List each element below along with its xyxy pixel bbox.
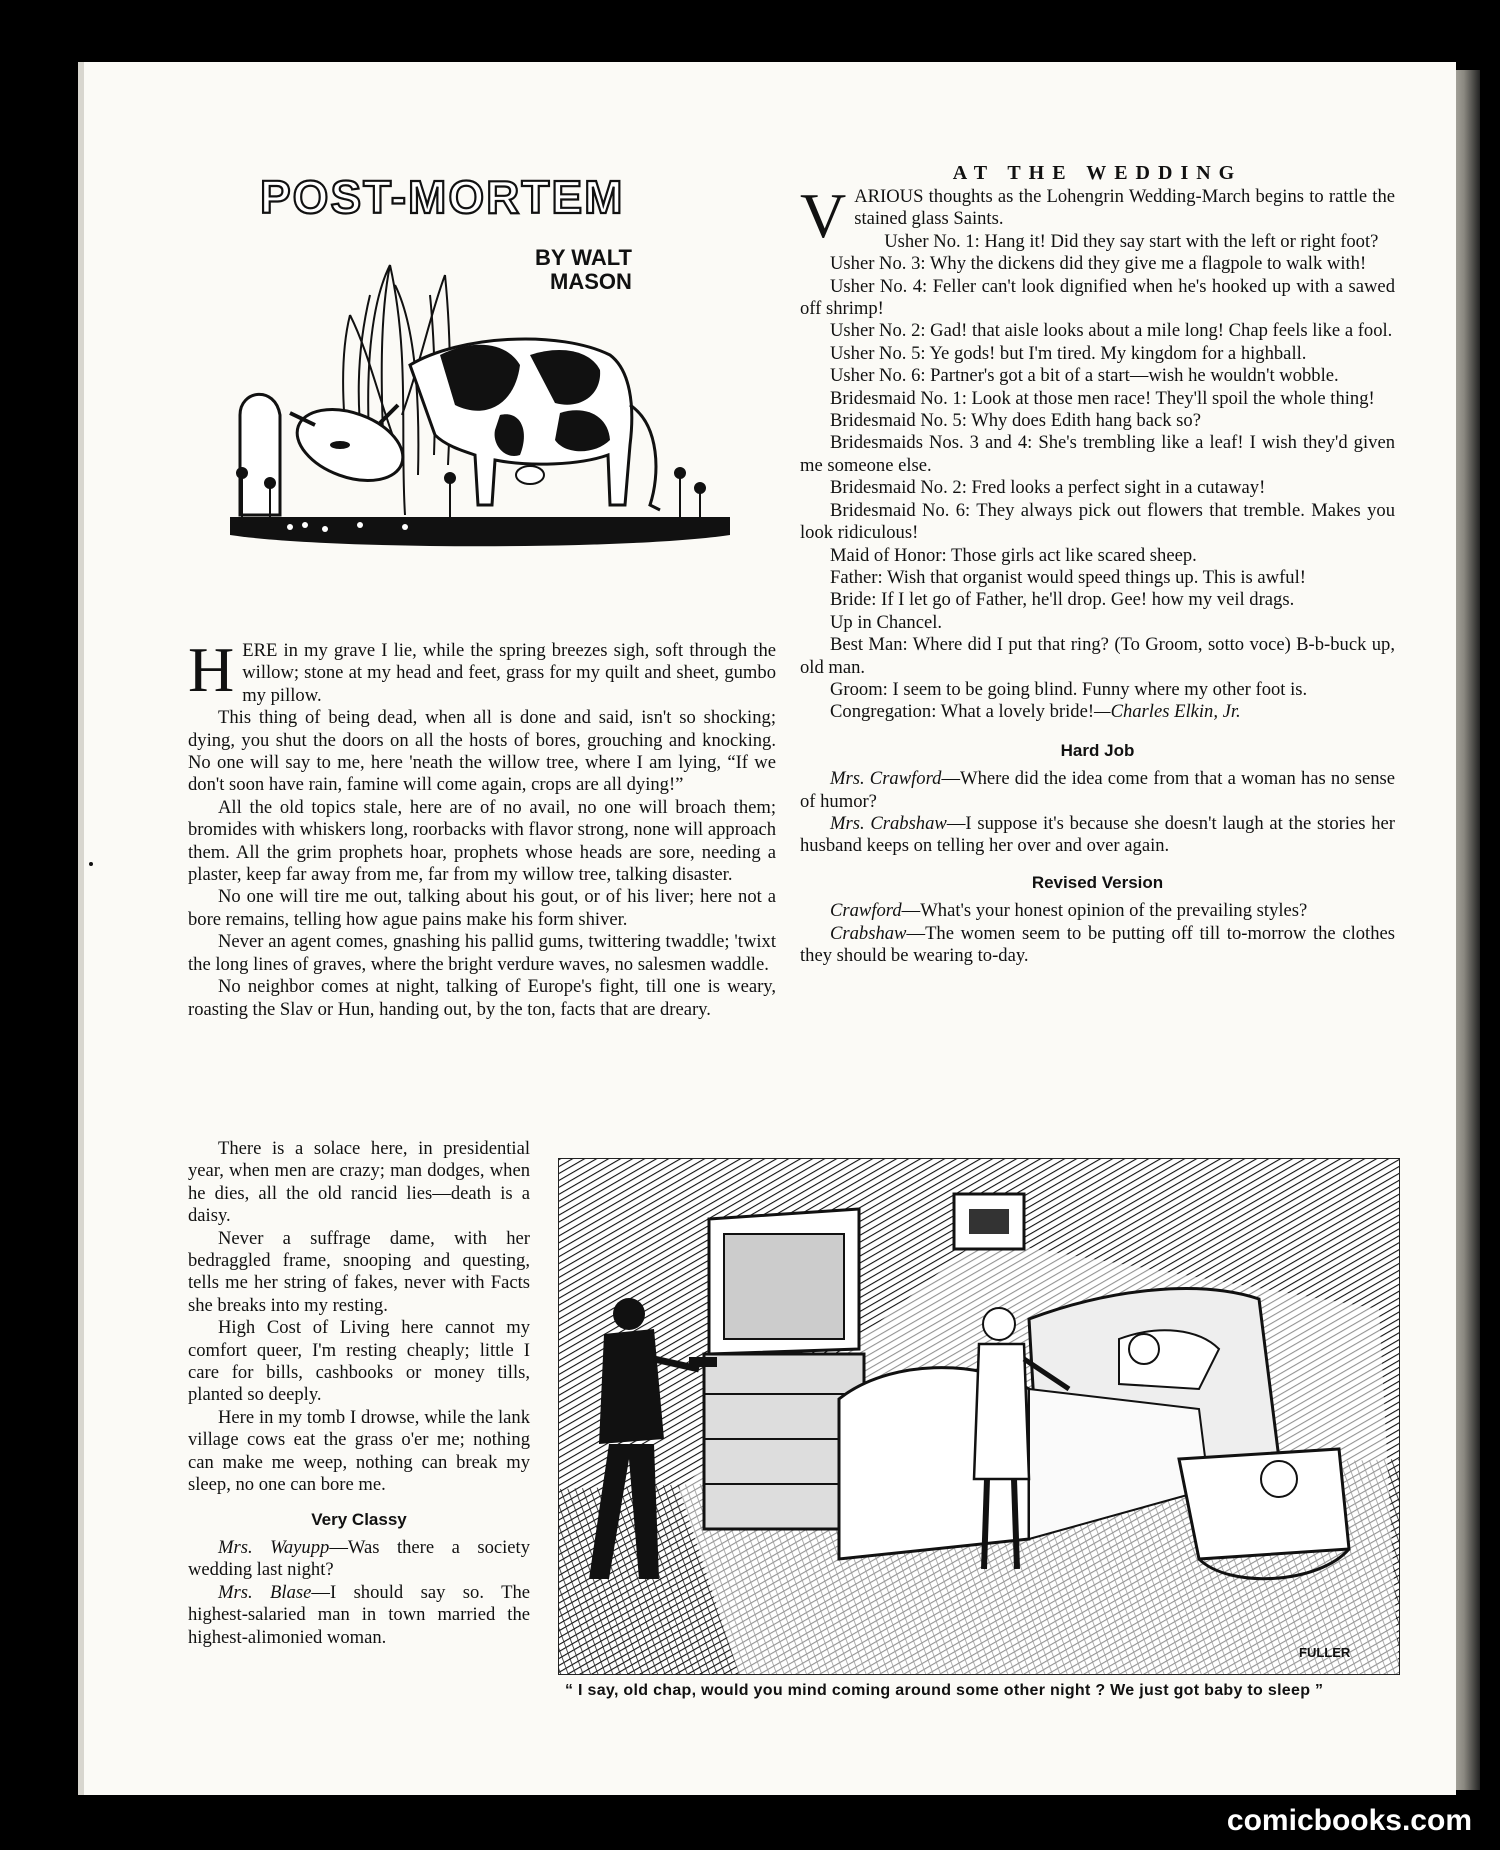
ink-dot: [89, 862, 93, 866]
poem-dropcap: H: [188, 634, 235, 705]
cartoon-drawing: [559, 1159, 1399, 1674]
hard-job-line-1: [800, 768, 1395, 813]
sleeper-head: [1129, 1334, 1159, 1364]
artist-signature: FULLER: [1299, 1645, 1351, 1660]
wedding-column: [800, 180, 1395, 967]
very-classy-line-1: [188, 1537, 530, 1582]
wedding-title: AT THE WEDDING: [952, 162, 1243, 184]
wedding-line: Bridesmaids Nos. 3 and 4: She's trembling like a leaf! I wish they'd given me someone else.: [800, 432, 1395, 476]
revised-line-1: [800, 900, 1395, 922]
postmortem-illustration: [230, 155, 750, 625]
speaker-crawford-2: Crawford: [830, 900, 902, 922]
congregation-line: Congregation: What a lovely bride!: [830, 701, 1095, 723]
cow-grave-drawing: [230, 155, 750, 625]
speaker-crabshaw-2: Crabshaw: [830, 922, 907, 944]
line-crawford: —Where did the idea come from that a woman has no sense of humor?: [800, 768, 1395, 812]
speaker-wayupp: Mrs. Wayupp: [218, 1536, 330, 1558]
wedding-line: Usher No. 3: Why the dickens did they give me a flagpole to walk with!: [830, 253, 1367, 275]
poem-stanza-10: Here in my tomb I drowse, while the lank village cows eat the grass o'er me; nothing can make me weep, nothing can break my sleep, no one can bore me.: [188, 1406, 530, 1496]
poem-column-bottom: [188, 1138, 530, 1649]
byline-line-2: MASON: [550, 269, 632, 294]
postmortem-title: POST-MORTEM: [260, 171, 625, 223]
poem-column-top: [188, 634, 776, 1021]
wedding-line: Best Man: Where did I put that ring? (To Groom, sotto voce) B-b-buck up, old man.: [800, 634, 1395, 678]
speaker-blase: Mrs. Blase: [218, 1581, 312, 1603]
wedding-line: Maid of Honor: Those girls act like scared sheep.: [830, 544, 1197, 566]
speaker-crabshaw: Mrs. Crabshaw: [830, 812, 947, 834]
wedding-line: Bridesmaid No. 6: They always pick out flowers that tremble. Makes you look ridiculous!: [800, 499, 1395, 544]
poem-stanza-9: High Cost of Living here cannot my comfort queer, I'm resting cheaply; little I care for bills, cashbooks or money tills, planted so deeply.: [188, 1317, 530, 1406]
poem-stanza-6: No neighbor comes at night, talking of Europe's fight, till one is weary, roasting the Slav or Hun, handing out, by the ton, facts that are dreary.: [188, 976, 776, 1020]
wedding-line: Bridesmaid No. 1: Look at those men race! They'll spoil the whole thing!: [830, 387, 1375, 409]
line-crabshaw-2: —The women seem to be putting off till to-morrow the clothes they should be wearing to-day.: [800, 922, 1395, 966]
wedding-line: Usher No. 4: Feller can't look dignified when he's hooked up with a sawed off shrimp!: [800, 275, 1395, 320]
very-classy-heading: Very Classy: [311, 1509, 407, 1529]
wedding-intro-text: ARIOUS thoughts as the Lohengrin Wedding-March begins to rattle the stained glass Saints.: [854, 186, 1395, 230]
ground: [230, 517, 730, 546]
poem-stanza-8: Never a suffrage dame, with her bedraggled frame, snooping and questing, tells me her string of fakes, never with Facts she breaks into my resting.: [188, 1227, 530, 1316]
wedding-line: Usher No. 5: Ye gods! but I'm tired. My kingdom for a highball.: [830, 342, 1307, 364]
poem-stanza-1: [188, 634, 776, 707]
wedding-line: Bridesmaid No. 5: Why does Edith hang back so?: [830, 410, 1201, 432]
poem-stanza-5: Never an agent comes, gnashing his pallid gums, twittering twaddle; 'twixt the long lines of graves, where the bright verdure waves, no salesmen waddle.: [188, 931, 776, 975]
hard-job-heading: Hard Job: [1060, 740, 1135, 760]
line-crabshaw: —I suppose it's because she doesn't laugh at the stories her husband keeps on telling her over and over again.: [800, 812, 1395, 857]
byline-line-1: BY WALT: [535, 245, 632, 270]
hard-job-line-2: [800, 813, 1395, 858]
wedding-line: Father: Wish that organist would speed things up. This is awful!: [830, 566, 1306, 588]
line-blase: —I should say so. The highest-salaried man in town married the highest-alimonied woman.: [188, 1581, 530, 1648]
wedding-line: Groom: I seem to be going blind. Funny where my other foot is.: [830, 678, 1308, 700]
poem-stanza-1-text: ERE in my grave I lie, while the spring breezes sigh, soft through the willow; stone at my head and feet, grass for my quilt and sheet, gumbo my pillow.: [242, 640, 776, 706]
poem-stanza-2: This thing of being dead, when all is done and said, isn't so shocking; dying, you shut the doors on all the hosts of bores, grouching and knocking. No one will say to me, here 'neath the willow tree, where I am lying, “If we don't soon have rain, famine will come again, crops are all dying!”: [188, 707, 776, 796]
wedding-line: Bridesmaid No. 2: Fred looks a perfect sight in a cutaway!: [830, 477, 1266, 499]
wedding-line: Usher No. 2: Gad! that aisle looks about a mile long! Chap feels like a fool.: [830, 320, 1393, 342]
revised-version-heading: Revised Version: [1031, 872, 1164, 892]
wedding-line-last: [800, 701, 1395, 723]
wedding-line: Usher No. 6: Partner's got a bit of a start—wish he wouldn't wobble.: [830, 365, 1339, 387]
line-crawford-2: —What's your honest opinion of the prevailing styles?: [901, 900, 1308, 922]
very-classy-line-2: [188, 1582, 530, 1649]
burglar-cartoon: [558, 1158, 1400, 1675]
poem-stanza-3: All the old topics stale, here are of no avail, no one will broach them; bromides with whiskers long, roorbacks with flavor strong, none will approach them. All the grim prophets hoar, prophets whose heads are sore, needing a plaster, keep far away from me, far from my willow tree, talking disaster.: [188, 796, 776, 886]
speaker-crawford: Mrs. Crawford: [830, 768, 942, 790]
poem-stanza-7: There is a solace here, in presidential year, when men are crazy; man dodges, when he dies, all the old rancid lies—death is a daisy.: [188, 1138, 530, 1227]
wedding-author: —Charles Elkin, Jr.: [1094, 701, 1241, 723]
wedding-dropcap: V: [800, 180, 847, 251]
cartoon-caption: “ I say, old chap, would you mind coming around some other night ? We just got baby to sleep ”: [565, 1682, 1324, 1699]
wedding-line: Bride: If I let go of Father, he'll drop. Gee! how my veil drags.: [830, 589, 1295, 611]
wedding-line: Usher No. 1: Hang it! Did they say start with the left or right foot?: [884, 230, 1379, 252]
poem-stanza-4: No one will tire me out, talking about his gout, or of his liver; here not a bore remains, telling how ague pains make his form shiver.: [188, 886, 776, 930]
flower-stems: [237, 468, 705, 517]
gravestone: [240, 394, 280, 515]
line-wayupp: —Was there a society wedding last night?: [188, 1536, 531, 1581]
site-watermark: comicbooks.com: [1226, 1804, 1472, 1837]
revised-line-2: [800, 923, 1395, 968]
wedding-line: Up in Chancel.: [830, 611, 943, 633]
